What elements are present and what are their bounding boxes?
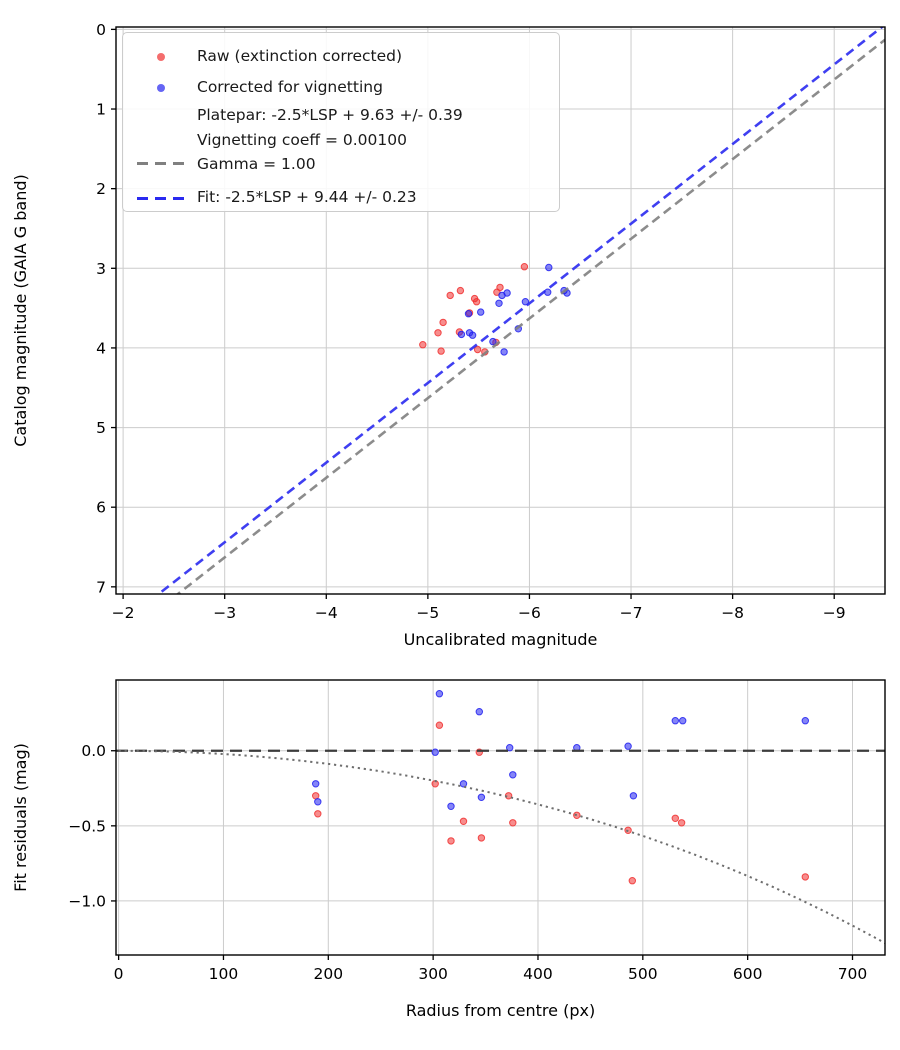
corrected-point (436, 691, 442, 697)
raw-point (521, 264, 527, 270)
raw-point (478, 835, 484, 841)
corrected-point (510, 772, 516, 778)
raw-point (457, 287, 463, 293)
top-y-tick-label: 3 (96, 259, 106, 278)
raw-point (629, 878, 635, 884)
corrected-point (625, 743, 631, 749)
corrected-point (478, 794, 484, 800)
legend-corrected-label: Corrected for vignetting (197, 78, 383, 97)
raw-point (460, 818, 466, 824)
bottom-x-axis-label: Radius from centre (px) (405, 1001, 596, 1020)
top-y-tick-label: 1 (96, 100, 106, 119)
top-x-tick-label: −6 (518, 604, 541, 622)
legend-entry-raw (123, 46, 559, 68)
corrected-point (501, 349, 507, 355)
raw-point (447, 292, 453, 298)
top-y-tick-label: 6 (96, 498, 106, 517)
legend-platepar-line1: Platepar: -2.5*LSP + 9.63 +/- 0.39 (197, 106, 463, 124)
top-x-tick-label: −9 (822, 604, 846, 622)
raw-point (438, 348, 444, 354)
top-y-tick-label: 0 (96, 20, 106, 39)
platepar-line-swatch (135, 162, 187, 165)
raw-point (678, 820, 684, 826)
legend-platepar-line3: Gamma = 1.00 (197, 155, 316, 173)
corrected-point (469, 332, 475, 338)
top-x-tick-label: −8 (721, 604, 745, 622)
corrected-point (465, 311, 471, 317)
legend-box (122, 32, 560, 212)
corrected-point (315, 799, 321, 805)
bottom-y-tick-label: −1.0 (68, 892, 106, 911)
bottom-y-tick-label: 0.0 (81, 742, 106, 761)
raw-point (510, 820, 516, 826)
raw-point (473, 299, 479, 305)
corrected-point (476, 709, 482, 715)
legend-platepar-line2: Vignetting coeff = 0.00100 (197, 130, 407, 149)
raw-point (315, 811, 321, 817)
legend-platepar-text (197, 108, 463, 182)
corrected-point (496, 300, 502, 306)
corrected-point (458, 331, 464, 337)
platepar-dash-icon (137, 162, 185, 165)
corrected-marker-swatch (135, 84, 187, 92)
top-x-tick-label: −5 (416, 604, 440, 622)
top-x-tick-label: −2 (111, 604, 135, 622)
legend-entry-corrected (123, 77, 559, 99)
raw-point (497, 284, 503, 290)
corrected-point (546, 264, 552, 270)
bottom-x-tick-label: 700 (837, 965, 868, 983)
legend-fit-label: Fit: -2.5*LSP + 9.44 +/- 0.23 (197, 188, 417, 207)
corrected-point (460, 781, 466, 787)
bottom-x-tick-label: 400 (523, 965, 553, 983)
bottom-x-tick-label: 300 (418, 965, 448, 983)
fit-line-swatch (135, 197, 187, 200)
legend-entry-fit (123, 187, 559, 209)
raw-point (436, 722, 442, 728)
raw-marker-swatch (135, 53, 187, 61)
top-x-tick-label: −7 (619, 604, 643, 622)
raw-point (420, 342, 426, 348)
corrected-point (630, 793, 636, 799)
top-y-tick-label: 2 (96, 180, 106, 199)
raw-point (313, 793, 319, 799)
corrected-dot-icon (157, 84, 165, 92)
corrected-point (802, 718, 808, 724)
legend-raw-label: Raw (extinction corrected) (197, 47, 403, 66)
corrected-point (680, 718, 686, 724)
raw-point (435, 330, 441, 336)
bottom-x-tick-label: 0 (113, 965, 124, 983)
corrected-point (504, 290, 510, 296)
vignetting-curve (119, 751, 885, 943)
bottom-x-tick-label: 100 (208, 965, 239, 983)
top-x-tick-label: −3 (213, 604, 237, 622)
corrected-point (432, 749, 438, 755)
bottom-x-tick-label: 200 (313, 965, 344, 983)
raw-point (672, 815, 678, 821)
top-y-tick-label: 4 (96, 339, 106, 358)
corrected-point (672, 718, 678, 724)
raw-dot-icon (157, 53, 165, 61)
bottom-x-tick-label: 500 (628, 965, 658, 983)
corrected-point (478, 309, 484, 315)
corrected-point (313, 781, 319, 787)
bottom-plot-border (116, 680, 885, 955)
raw-point (802, 874, 808, 880)
bottom-y-axis-label: Fit residuals (mag) (11, 743, 30, 892)
top-y-tick-label: 5 (96, 419, 106, 438)
raw-point (440, 319, 446, 325)
top-x-axis-label: Uncalibrated magnitude (403, 630, 598, 649)
corrected-point (448, 803, 454, 809)
bottom-y-tick-label: −0.5 (68, 817, 106, 836)
fit-dash-icon (137, 197, 185, 200)
top-x-tick-label: −4 (314, 604, 338, 622)
raw-point (448, 838, 454, 844)
top-y-axis-label: Catalog magnitude (GAIA G band) (11, 174, 30, 447)
top-y-tick-label: 7 (96, 578, 106, 597)
bottom-x-tick-label: 600 (732, 965, 763, 983)
